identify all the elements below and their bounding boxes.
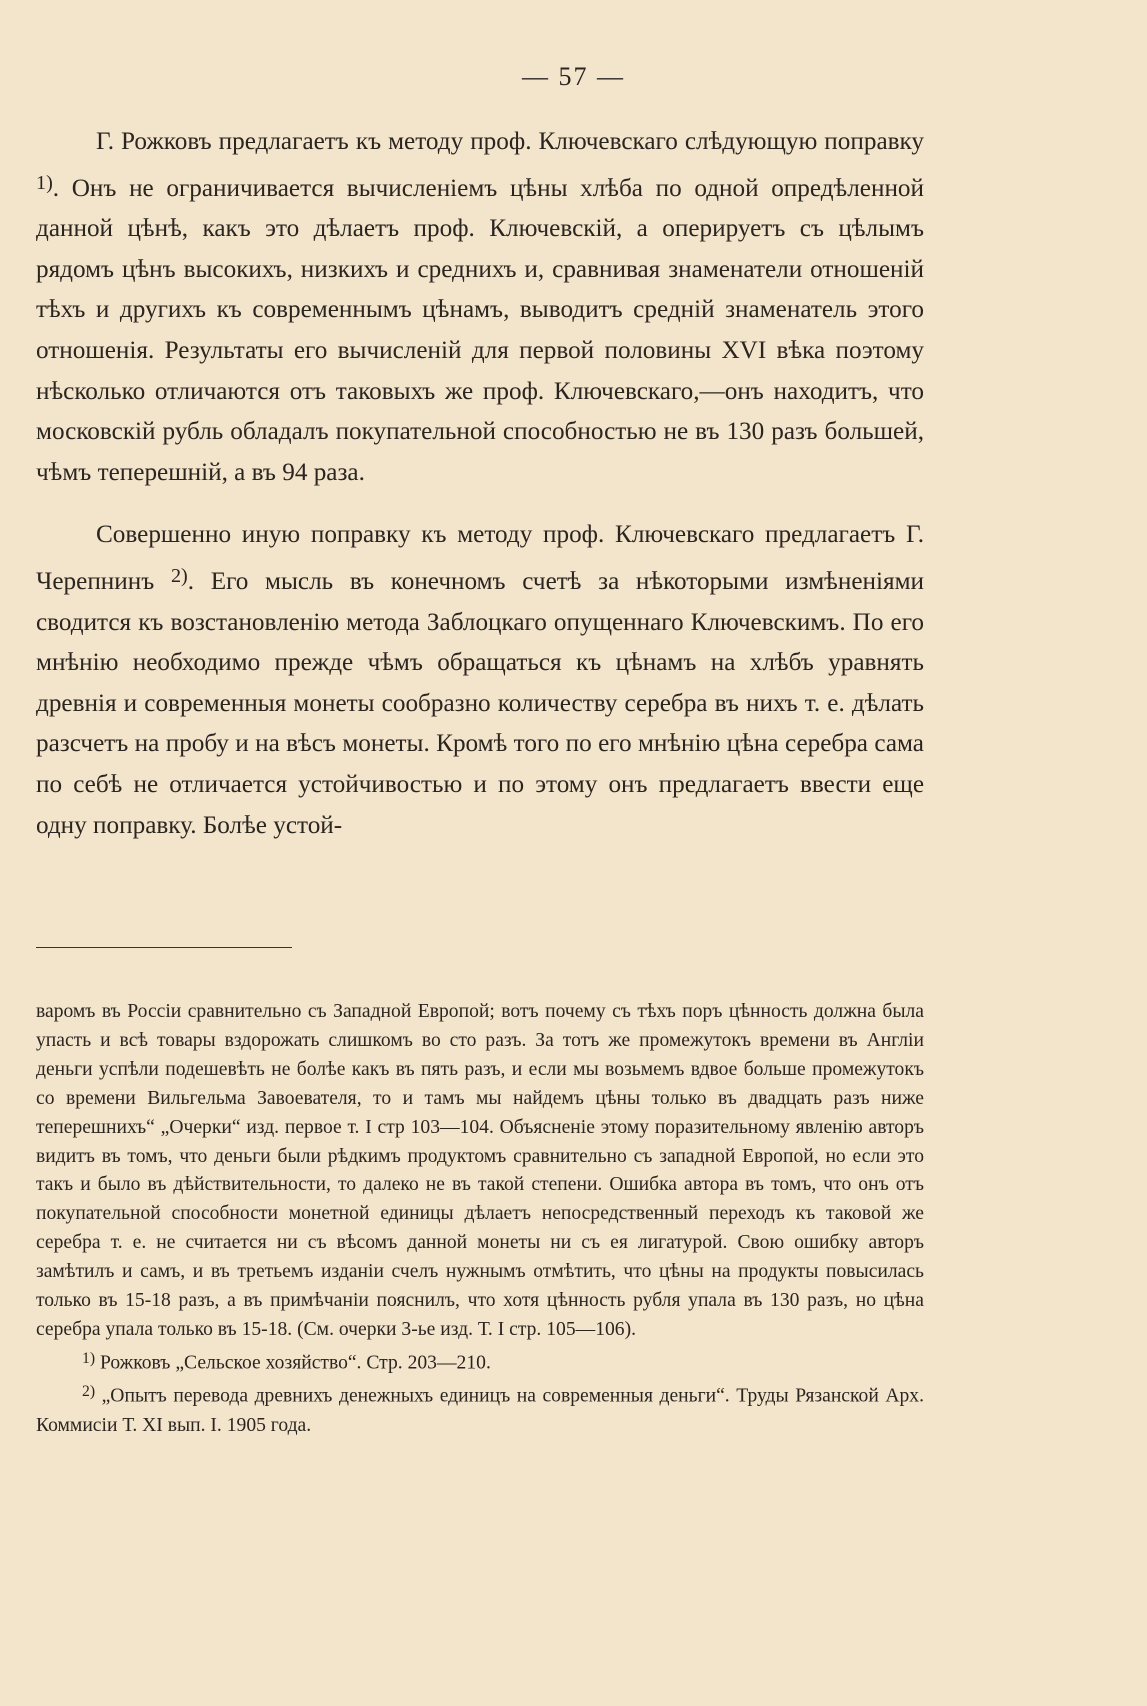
page-number: — 57 — bbox=[522, 62, 625, 91]
paragraph-text-continued: . Онъ не ограничивается вычисленіемъ цѣны хлѣба по одной опредѣленной данной цѣнѣ, какъ это дѣлаетъ проф. Ключевскій, а оперируетъ съ цѣлымъ рядомъ цѣнъ высокихъ, низкихъ и среднихъ и, сравнивая знаменатели отношеній тѣхъ и другихъ къ современнымъ цѣнамъ, выводитъ средній знаменатель этого отношенія. Результаты его вычисленій для первой половины XVI вѣка поэтому нѣсколько отличаются отъ таковыхъ же проф. Ключевскаго,—онъ находитъ, что московскій рубль обладалъ покупательной способностью не въ 130 разъ большей, чѣмъ теперешній, а въ 94 раза. bbox=[36, 174, 924, 486]
footnote-continuation: варомъ въ Россіи сравнительно съ Западной Европой; вотъ почему съ тѣхъ поръ цѣнность должна была упасть и всѣ товары вздорожать слишкомъ во сто разъ. За тотъ же промежутокъ времени въ Англіи деньги успѣли подешевѣть не болѣе какъ въ пять разъ, и если мы возьмемъ вдвое больше промежутокъ со времени Вильгельма Завоевателя, то и тамъ мы найдемъ цѣны только въ двадцать разъ ниже теперешнихъ“ „Очерки“ изд. первое т. I стр 103—104. Объясненіе этому поразительному явленію авторъ видитъ въ томъ, что деньги были рѣдкимъ продуктомъ сравнительно съ западной Европой, но если это такъ и было въ дѣйствительности, то далеко не въ такой степени. Ошибка автора въ томъ, что онъ отъ покупательной способности монетной единицы дѣлаетъ непосредственный переходъ къ таковой же серебра т. е. не считается ни съ вѣсомъ данной монеты ни съ ея лигатурой. Свою ошибку авторъ замѣтилъ и самъ, и въ третьемъ изданіи счелъ нужнымъ отмѣтить, что цѣны на продукты повысилась только въ 15-18 разъ, а въ примѣчаніи пояснилъ, что хотя цѣнность рубля упала въ 130 разъ, но цѣна серебра упала только въ 15-18. (См. очерки 3-ье изд. Т. I стр. 105—106). bbox=[36, 1001, 924, 1340]
footnote-text: Рожковъ „Сельское хозяйство“. Стр. 203—210. bbox=[99, 1352, 491, 1374]
footnotes bbox=[36, 998, 924, 1441]
footnote-divider bbox=[36, 947, 292, 948]
main-text bbox=[36, 122, 924, 846]
paragraph-text-continued: . Его мысль въ конечномъ счетѣ за нѣкоторыми измѣненіями сводится къ возстановленію метода Заблоцкаго опущеннаго Ключевскимъ. По его мнѣнію необходимо прежде чѣмъ обращаться къ цѣнамъ на хлѣбъ уравнять древнія и современныя монеты сообразно количеству серебра въ нихъ т. е. дѣлать разсчетъ на пробу и на вѣсъ монеты. Кромѣ того по его мнѣнію цѣна серебра сама по себѣ не отличается устойчивостью и по этому онъ предлагаетъ ввести еще одну поправку. Болѣе устой- bbox=[36, 568, 924, 839]
footnote-text: „Опытъ перевода древнихъ денежныхъ единицъ на современныя деньги“. Труды Рязанской Арх. Коммисіи Т. XI вып. I. 1905 года. bbox=[36, 1385, 924, 1436]
footnote-reference: 1) bbox=[36, 171, 53, 194]
footnote-marker: 1) bbox=[82, 1349, 96, 1367]
paragraph bbox=[36, 122, 924, 493]
paragraph-text: Г. Рожковъ предлагаетъ къ методу проф. Ключевскаго слѣдующую поправку bbox=[96, 128, 924, 155]
footnote-reference: 2) bbox=[170, 564, 188, 587]
paragraph bbox=[36, 515, 924, 846]
footnote-2 bbox=[36, 1378, 924, 1440]
paragraph-text: Совершенно иную поправку къ методу проф. Ключевскаго предлагаетъ Г. Черепнинъ bbox=[36, 521, 924, 596]
footnote-1 bbox=[36, 1345, 924, 1378]
footnote-marker: 2) bbox=[82, 1383, 96, 1401]
